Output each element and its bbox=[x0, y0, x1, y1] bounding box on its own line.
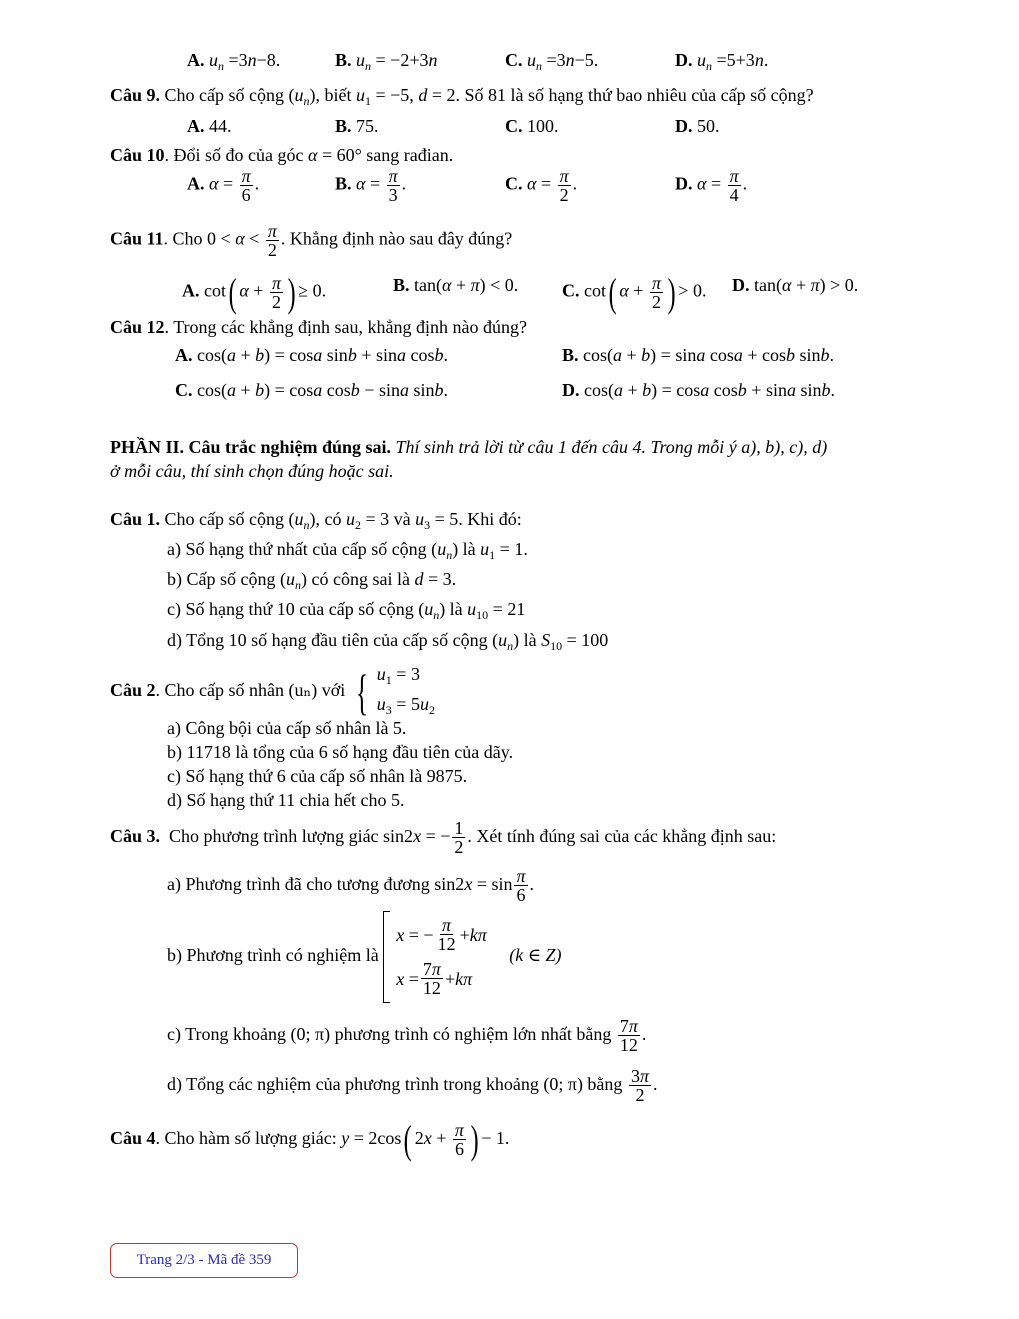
p2q1-b: b) Cấp số cộng $(u_n)$ có công sai là d = 3. bbox=[167, 569, 457, 592]
q9-option-d: D. 50. bbox=[675, 116, 720, 136]
part2-heading: PHẦN II. Câu trắc nghiệm đúng sai. Thí sinh trả lời từ câu 1 đến câu 4. Trong mỗi ý a), b), c), d) bbox=[110, 437, 828, 457]
p2q1-stem: Câu 1. Cho cấp số cộng $(u_n)$, có $u_2 = 3$ và $u_3 = 5$. Khi đó: bbox=[110, 509, 522, 532]
q10-stem: Câu 10. Đổi số đo của góc α = 60° sang rađian. bbox=[110, 145, 454, 165]
p2q2-c: c) Số hạng thứ 6 của cấp số nhân là 9875. bbox=[167, 766, 468, 786]
p2q2-stem: Câu 2. Cho cấp số nhân (uₙ) với { $u_1 = 3$ $u_3 = 5u_2$ bbox=[110, 664, 435, 720]
p2q3-c: c) Trong khoảng (0; π) phương trình có nghiệm lớn nhất bằng $\frac{7\pi}{12}$ . bbox=[167, 1016, 647, 1056]
q12-stem: Câu 12. Trong các khẳng định sau, khẳng định nào đúng? bbox=[110, 317, 527, 337]
p2q3-d: d) Tổng các nghiệm của phương trình trong khoảng (0; π) bằng $\frac{3\pi}{2}$ . bbox=[167, 1066, 658, 1106]
q9-option-c: C. 100. bbox=[505, 116, 559, 136]
q8-option-c: C. $u_n =3n-5$. bbox=[505, 50, 599, 73]
q11-option-c: C. cot( α + $\frac{\pi}{2}$ ) > 0. bbox=[562, 269, 707, 315]
q11-option-a: A. cot( α + $\frac{\pi}{2}$ ) ≥ 0. bbox=[182, 269, 327, 315]
p2q2-b: b) 11718 là tổng của 6 số hạng đầu tiên của dãy. bbox=[167, 742, 514, 762]
p2q2-a: a) Công bội của cấp số nhân là 5. bbox=[167, 718, 407, 738]
p2q3-a: a) Phương trình đã cho tương đương sin2x = sin $\frac{\pi}{6}$ . bbox=[167, 866, 535, 906]
q8-option-d: D. $u_n =5+3n$. bbox=[675, 50, 769, 73]
q10-option-d: D. α = $\frac{\pi}{4}$ . bbox=[675, 166, 748, 205]
q12-option-b: B. cos(a + b) = sina cosa + cosb sinb. bbox=[562, 345, 834, 365]
q10-option-c: C. α = $\frac{\pi}{2}$ . bbox=[505, 166, 578, 205]
p2q2-d: d) Số hạng thứ 11 chia hết cho 5. bbox=[167, 790, 405, 810]
q8-option-b: B. $u_n = -2+3n$ bbox=[335, 50, 438, 73]
q9-option-b: B. 75. bbox=[335, 116, 379, 136]
p2q1-c: c) Số hạng thứ 10 của cấp số cộng $(u_n)$ là $u_{10} = 21$ bbox=[167, 599, 526, 622]
q11-option-b: B. tan(α + π) < 0. bbox=[393, 275, 519, 295]
q11-option-d: D. tan(α + π) > 0. bbox=[732, 275, 859, 295]
q10-option-a: A. α = $\frac{\pi}{6}$ . bbox=[187, 166, 260, 205]
p2q3-stem: Câu 3. Cho phương trình lượng giác sin2x = − $\frac{1}{2}$ . Xét tính đúng sai của các khẳng định sau: bbox=[110, 818, 777, 858]
p2q1-d: d) Tổng 10 số hạng đầu tiên của cấp số cộng $(u_n)$ là $S_{10} = 100$ bbox=[167, 630, 609, 653]
page-footer-badge: Trang 2/3 - Mã đề 359 bbox=[110, 1243, 298, 1278]
p2q3-b: b) Phương trình có nghiệm là x = − $\frac{\pi}{12}$ + kπ x = $\frac{7\pi}{12}$ + kπ (k ∈ Z) bbox=[167, 910, 562, 1003]
q11-stem: Câu 11. Cho 0 < α < $\frac{\pi}{2}$ . Khẳng định nào sau đây đúng? bbox=[110, 221, 513, 260]
q9-stem: Câu 9. Cho cấp số cộng $(u_n)$, biết $u_1 = -5$, d = 2. Số 81 là số hạng thứ bao nhiêu của cấp số cộng? bbox=[110, 85, 814, 108]
q12-option-a: A. cos(a + b) = cosa sinb + sina cosb. bbox=[175, 345, 448, 365]
q12-option-c: C. cos(a + b) = cosa cosb − sina sinb. bbox=[175, 380, 448, 400]
q12-option-d: D. cos(a + b) = cosa cosb + sina sinb. bbox=[562, 380, 835, 400]
q10-option-b: B. α = $\frac{\pi}{3}$ . bbox=[335, 166, 407, 205]
p2q4-stem: Câu 4. Cho hàm số lượng giác: y = 2cos( 2x + $\frac{\pi}{6}$ ) − 1. bbox=[110, 1116, 510, 1162]
p2q1-a: a) Số hạng thứ nhất của cấp số cộng $(u_n)$ là $u_1 = 1$. bbox=[167, 539, 528, 562]
q8-option-a: A. $u_n =3n-8$. bbox=[187, 50, 281, 73]
q9-option-a: A. 44. bbox=[187, 116, 232, 136]
part2-instruction: ở mỗi câu, thí sinh chọn đúng hoặc sai. bbox=[110, 461, 394, 481]
